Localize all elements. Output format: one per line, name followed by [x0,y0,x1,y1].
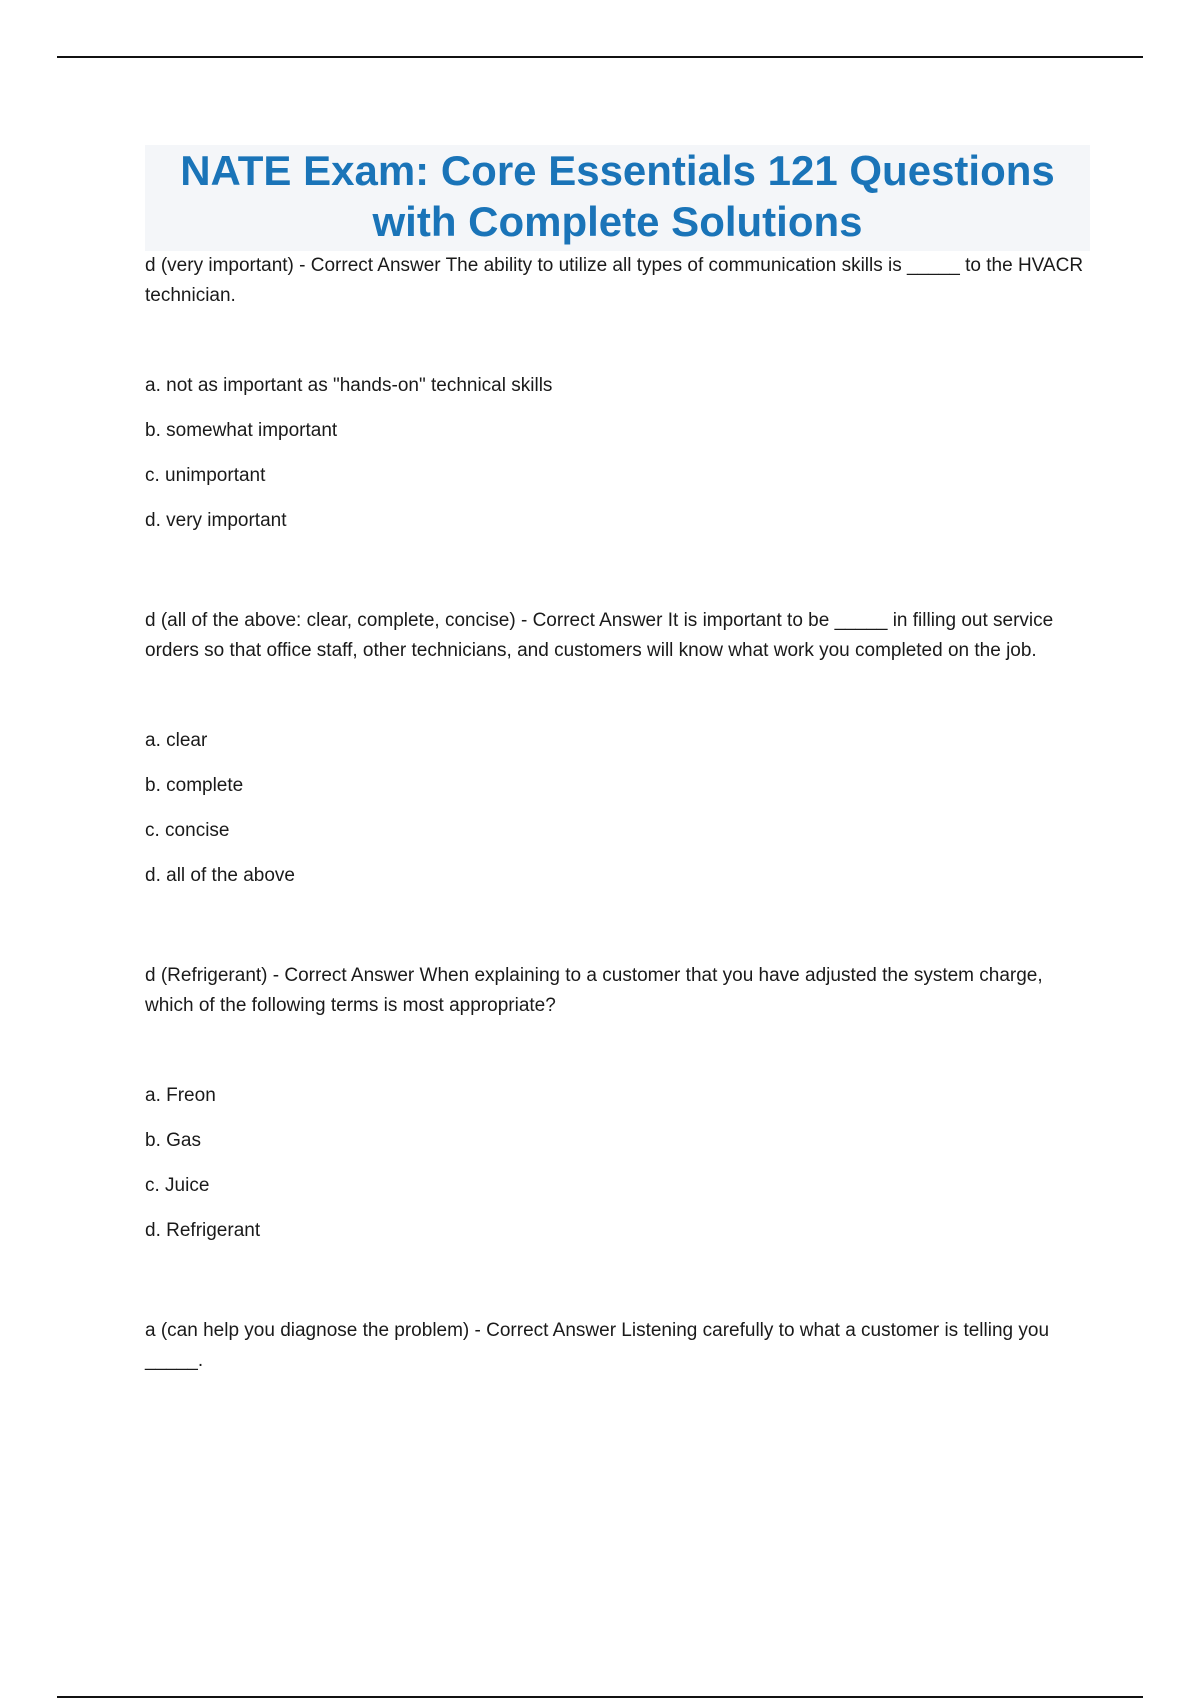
question-block [145,1316,1090,1376]
question-block [145,251,1090,536]
option-c: c. Juice [145,1175,210,1196]
option-d: d. Refrigerant [145,1220,261,1241]
option-list [145,726,1090,891]
option-b: b. complete [145,775,244,796]
question-text: a (can help you diagnose the problem) - Correct Answer Listening carefully to what a customer is telling you _____. [145,1320,1050,1371]
option-b: b. somewhat important [145,420,338,441]
document-body [145,145,1090,1376]
option-a: a. not as important as "hands-on" technical skills [145,375,553,396]
option-d: d. all of the above [145,865,295,886]
title-line-2: with Complete Solutions [372,198,863,245]
header-rule [57,56,1143,58]
option-c: c. concise [145,820,230,841]
question-block [145,606,1090,891]
title-banner [145,145,1090,251]
option-list [145,371,1090,536]
option-a: a. Freon [145,1085,216,1106]
document-title [145,145,1090,247]
option-b: b. Gas [145,1130,201,1151]
question-text: d (Refrigerant) - Correct Answer When explaining to a customer that you have adjusted the system charge, which of the following terms is most appropriate? [145,965,1043,1016]
option-d: d. very important [145,510,287,531]
option-c: c. unimportant [145,465,266,486]
question-block [145,961,1090,1246]
footer-rule [57,1696,1143,1698]
question-text: d (all of the above: clear, complete, concise) - Correct Answer It is important to be _____ in filling out service orders so that office staff, other technicians, and customers will know what work you completed on the job. [145,610,1054,661]
question-text: d (very important) - Correct Answer The ability to utilize all types of communication skills is _____ to the HVACR technician. [145,255,1084,306]
option-list [145,1081,1090,1246]
option-a: a. clear [145,730,208,751]
title-line-1: NATE Exam: Core Essentials 121 Questions [180,147,1055,194]
